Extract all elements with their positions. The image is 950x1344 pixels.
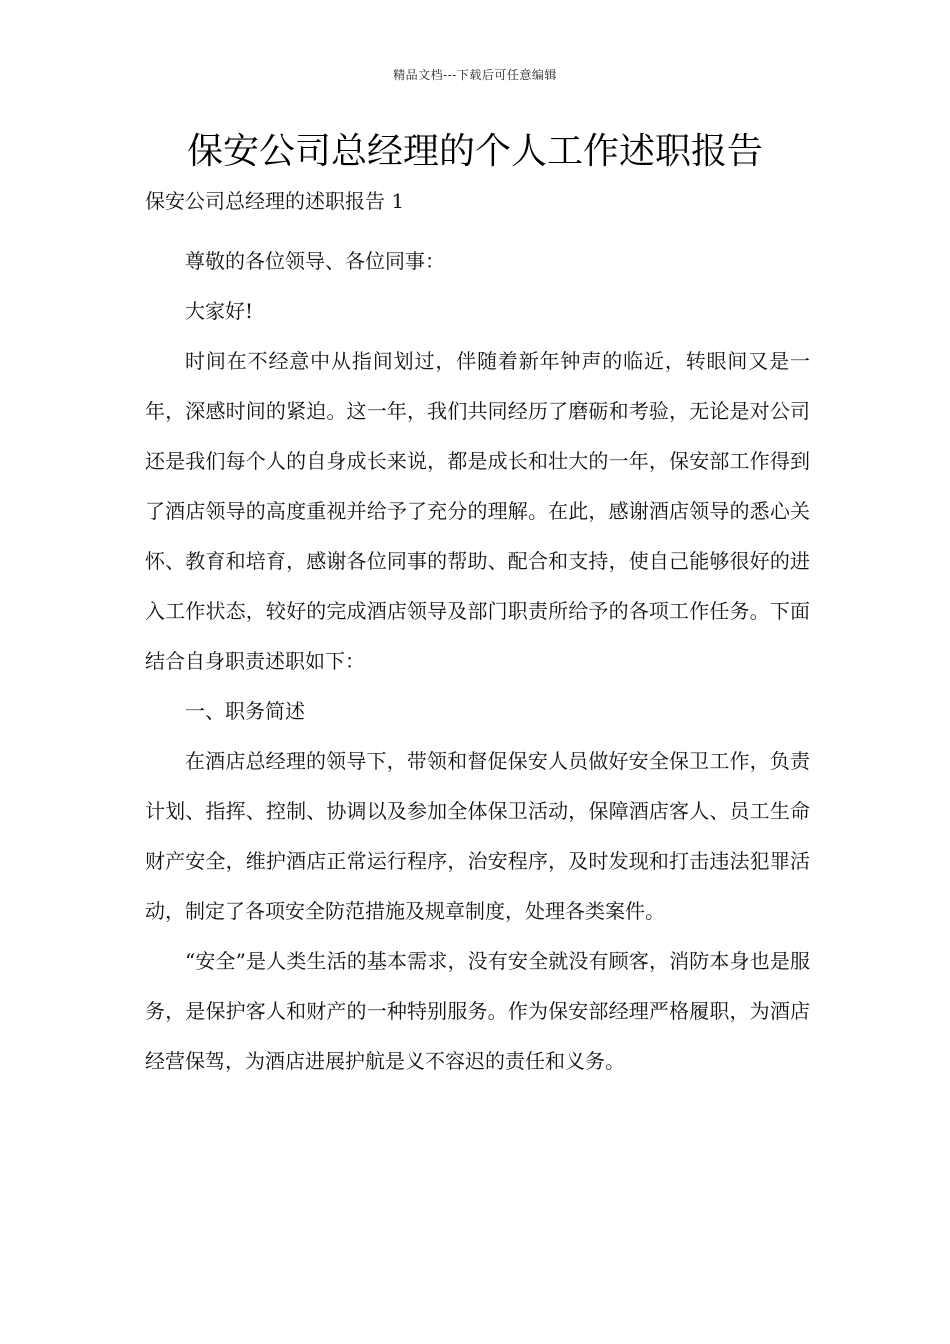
salutation-paragraph: 尊敬的各位领导、各位同事：	[185, 249, 445, 273]
safety-paragraph: “安全”是人类生活的基本需求，没有安全就没有顾客，消防本身也是服务，是保护客人和财产的一种特别服务。作为保安部经理严格履职，为酒店经营保驾，为酒店进展护航是义不容迟的责任和义务。	[145, 949, 810, 1073]
header-note: 精品文档---下载后可任意编辑	[393, 68, 557, 82]
intro-paragraph: 时间在不经意中从指间划过，伴随着新年钟声的临近，转眼间又是一年，深感时间的紧迫。这一年，我们共同经历了磨砺和考验，无论是对公司还是我们每个人的自身成长来说，都是成长和壮大的一年，保安部工作得到了酒店领导的高度重视并给予了充分的理解。在此，感谢酒店领导的悉心关怀、教育和培育，感谢各位同事的帮助、配合和支持，使自己能够很好的进入工作状态，较好的完成酒店领导及部门职责所给予的各项工作任务。下面结合自身职责述职如下：	[145, 349, 810, 673]
section-heading: 一、职务简述	[185, 699, 305, 723]
document-title: 保安公司总经理的个人工作述职报告	[186, 131, 763, 172]
greeting-paragraph: 大家好!	[185, 299, 254, 323]
duties-paragraph: 在酒店总经理的领导下，带领和督促保安人员做好安全保卫工作，负责计划、指挥、控制、协调以及参加全体保卫活动，保障酒店客人、员工生命财产安全，维护酒店正常运行程序，治安程序，及时发现和打击违法犯罪活动，制定了各项安全防范措施及规章制度，处理各类案件。	[145, 749, 810, 923]
document-subtitle: 保安公司总经理的述职报告 1	[145, 189, 405, 213]
document-body	[145, 236, 810, 1086]
